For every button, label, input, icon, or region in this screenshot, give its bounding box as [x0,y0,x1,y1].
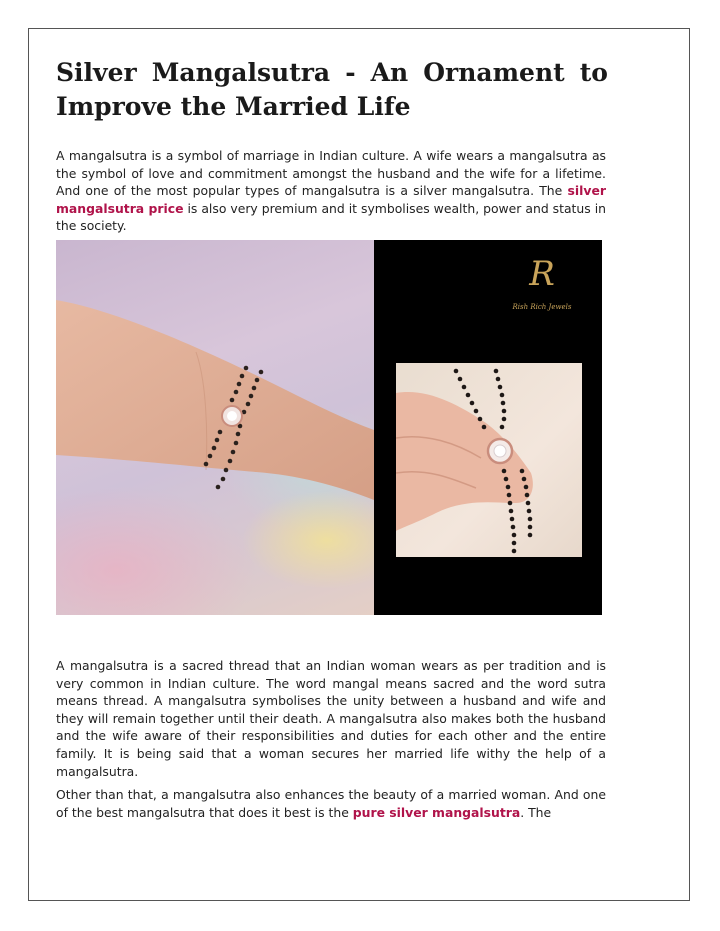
product-image [56,240,602,615]
brand-name: Rish Rich Jewels [512,303,572,311]
brand-logo: R [529,254,555,294]
intro-text-end: is also very premium and it symbolises wealth, power and status in the society. [56,200,606,234]
body-paragraph-2 [56,786,606,821]
intro-text: A mangalsutra is a symbol of marriage in Indian culture. A wife wears a mangalsutra as the symbol of love and commitment amongst the husband and the wife for a lifetime. And one of the most popular types of mangalsutra is a silver mangalsutra. The [56,148,606,199]
body-text-end: . The [520,804,552,820]
body-paragraph-1: A mangalsutra is a sacred thread that an Indian woman wears as per tradition and is very common in Indian culture. The word mangal means sacred and the word sutra means thread. A mangalsutra symbolises the unity between a husband and wife and they will remain together until their death. A mangalsutra also makes both the husband and the wife aware of their responsibilities and duties for each other and the entire family. It is being said that a woman secures her married life withy the help of a mangalsutra. [56,658,606,779]
wrist-illustration [56,240,374,615]
product-inset-photo [396,363,582,557]
wrist-photo [56,240,374,615]
pure-silver-mangalsutra-link[interactable]: pure silver mangalsutra [352,804,521,820]
body-text: Other than that, a mangalsutra also enhances the beauty of a married woman. And one of the best mangalsutra that does it best is the [56,787,606,820]
silver-mangalsutra-price-link[interactable]: silver mangalsutra price [56,183,606,216]
page-title: Silver Mangalsutra - An Ornament to Improve the Married Life [56,58,608,121]
product-panel [374,240,602,615]
intro-paragraph [56,147,606,235]
hand-illustration [396,363,582,557]
